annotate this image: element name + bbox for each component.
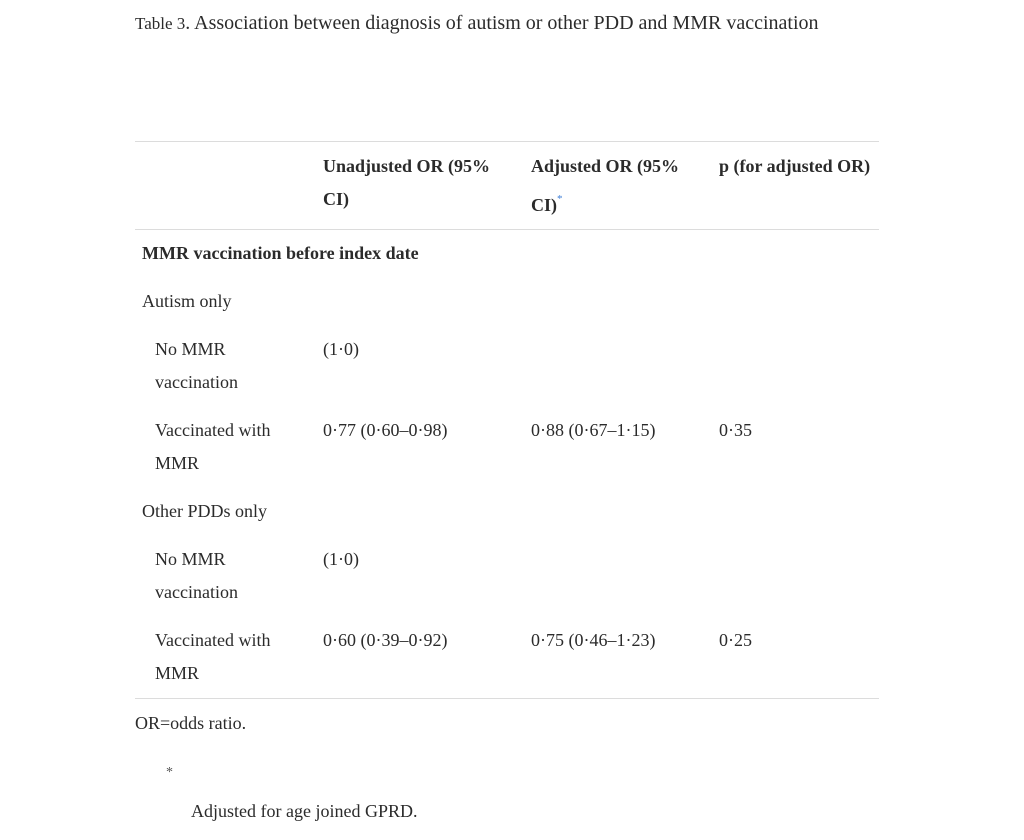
footnote-text: Adjusted for age joined GPRD. <box>191 801 418 821</box>
table-header-row <box>135 142 879 230</box>
group-row <box>135 278 879 326</box>
footnote-link[interactable]: * <box>557 193 563 205</box>
cell-unadjusted: (1·0) <box>323 339 359 359</box>
cell-p: 0·25 <box>719 630 752 650</box>
row-label: Vaccinated with MMR <box>155 420 271 473</box>
cell-p: 0·35 <box>719 420 752 440</box>
cell-p <box>712 326 879 407</box>
group-row <box>135 488 879 536</box>
cell-unadjusted: 0·60 (0·39–0·92) <box>323 630 448 650</box>
results-table <box>135 141 879 699</box>
header-adjusted-or <box>524 142 712 230</box>
cell-adjusted: 0·75 (0·46–1·23) <box>531 630 656 650</box>
header-empty <box>135 142 316 230</box>
row-label: No MMR vaccination <box>155 339 238 392</box>
table-caption <box>135 9 855 38</box>
cell-adjusted <box>524 536 712 617</box>
section-label: MMR vaccination before index date <box>142 243 419 263</box>
table-row <box>135 407 879 488</box>
abbreviation-note: OR=odds ratio. <box>135 713 247 733</box>
table-caption-label: Table 3 <box>135 14 186 33</box>
table-caption-text: . Association between diagnosis of autism or other PDD and MMR vaccination <box>185 12 819 34</box>
header-unadjusted-or: Unadjusted OR (95% CI) <box>323 156 491 209</box>
cell-p <box>712 536 879 617</box>
group-label-other-pdds: Other PDDs only <box>142 501 267 521</box>
row-label: No MMR vaccination <box>155 549 238 602</box>
table-row <box>135 326 879 407</box>
cell-unadjusted: (1·0) <box>323 549 359 569</box>
table-row <box>135 536 879 617</box>
cell-adjusted <box>524 326 712 407</box>
group-label-autism: Autism only <box>142 291 232 311</box>
header-adjusted-or-label: Adjusted OR (95% CI) <box>531 156 680 215</box>
table-row <box>135 617 879 699</box>
cell-adjusted: 0·88 (0·67–1·15) <box>531 420 656 440</box>
section-row <box>135 230 879 279</box>
header-p-value: p (for adjusted OR) <box>719 156 871 176</box>
row-label: Vaccinated with MMR <box>155 630 271 683</box>
footnote-marker: * <box>166 765 173 780</box>
cell-unadjusted: 0·77 (0·60–0·98) <box>323 420 448 440</box>
